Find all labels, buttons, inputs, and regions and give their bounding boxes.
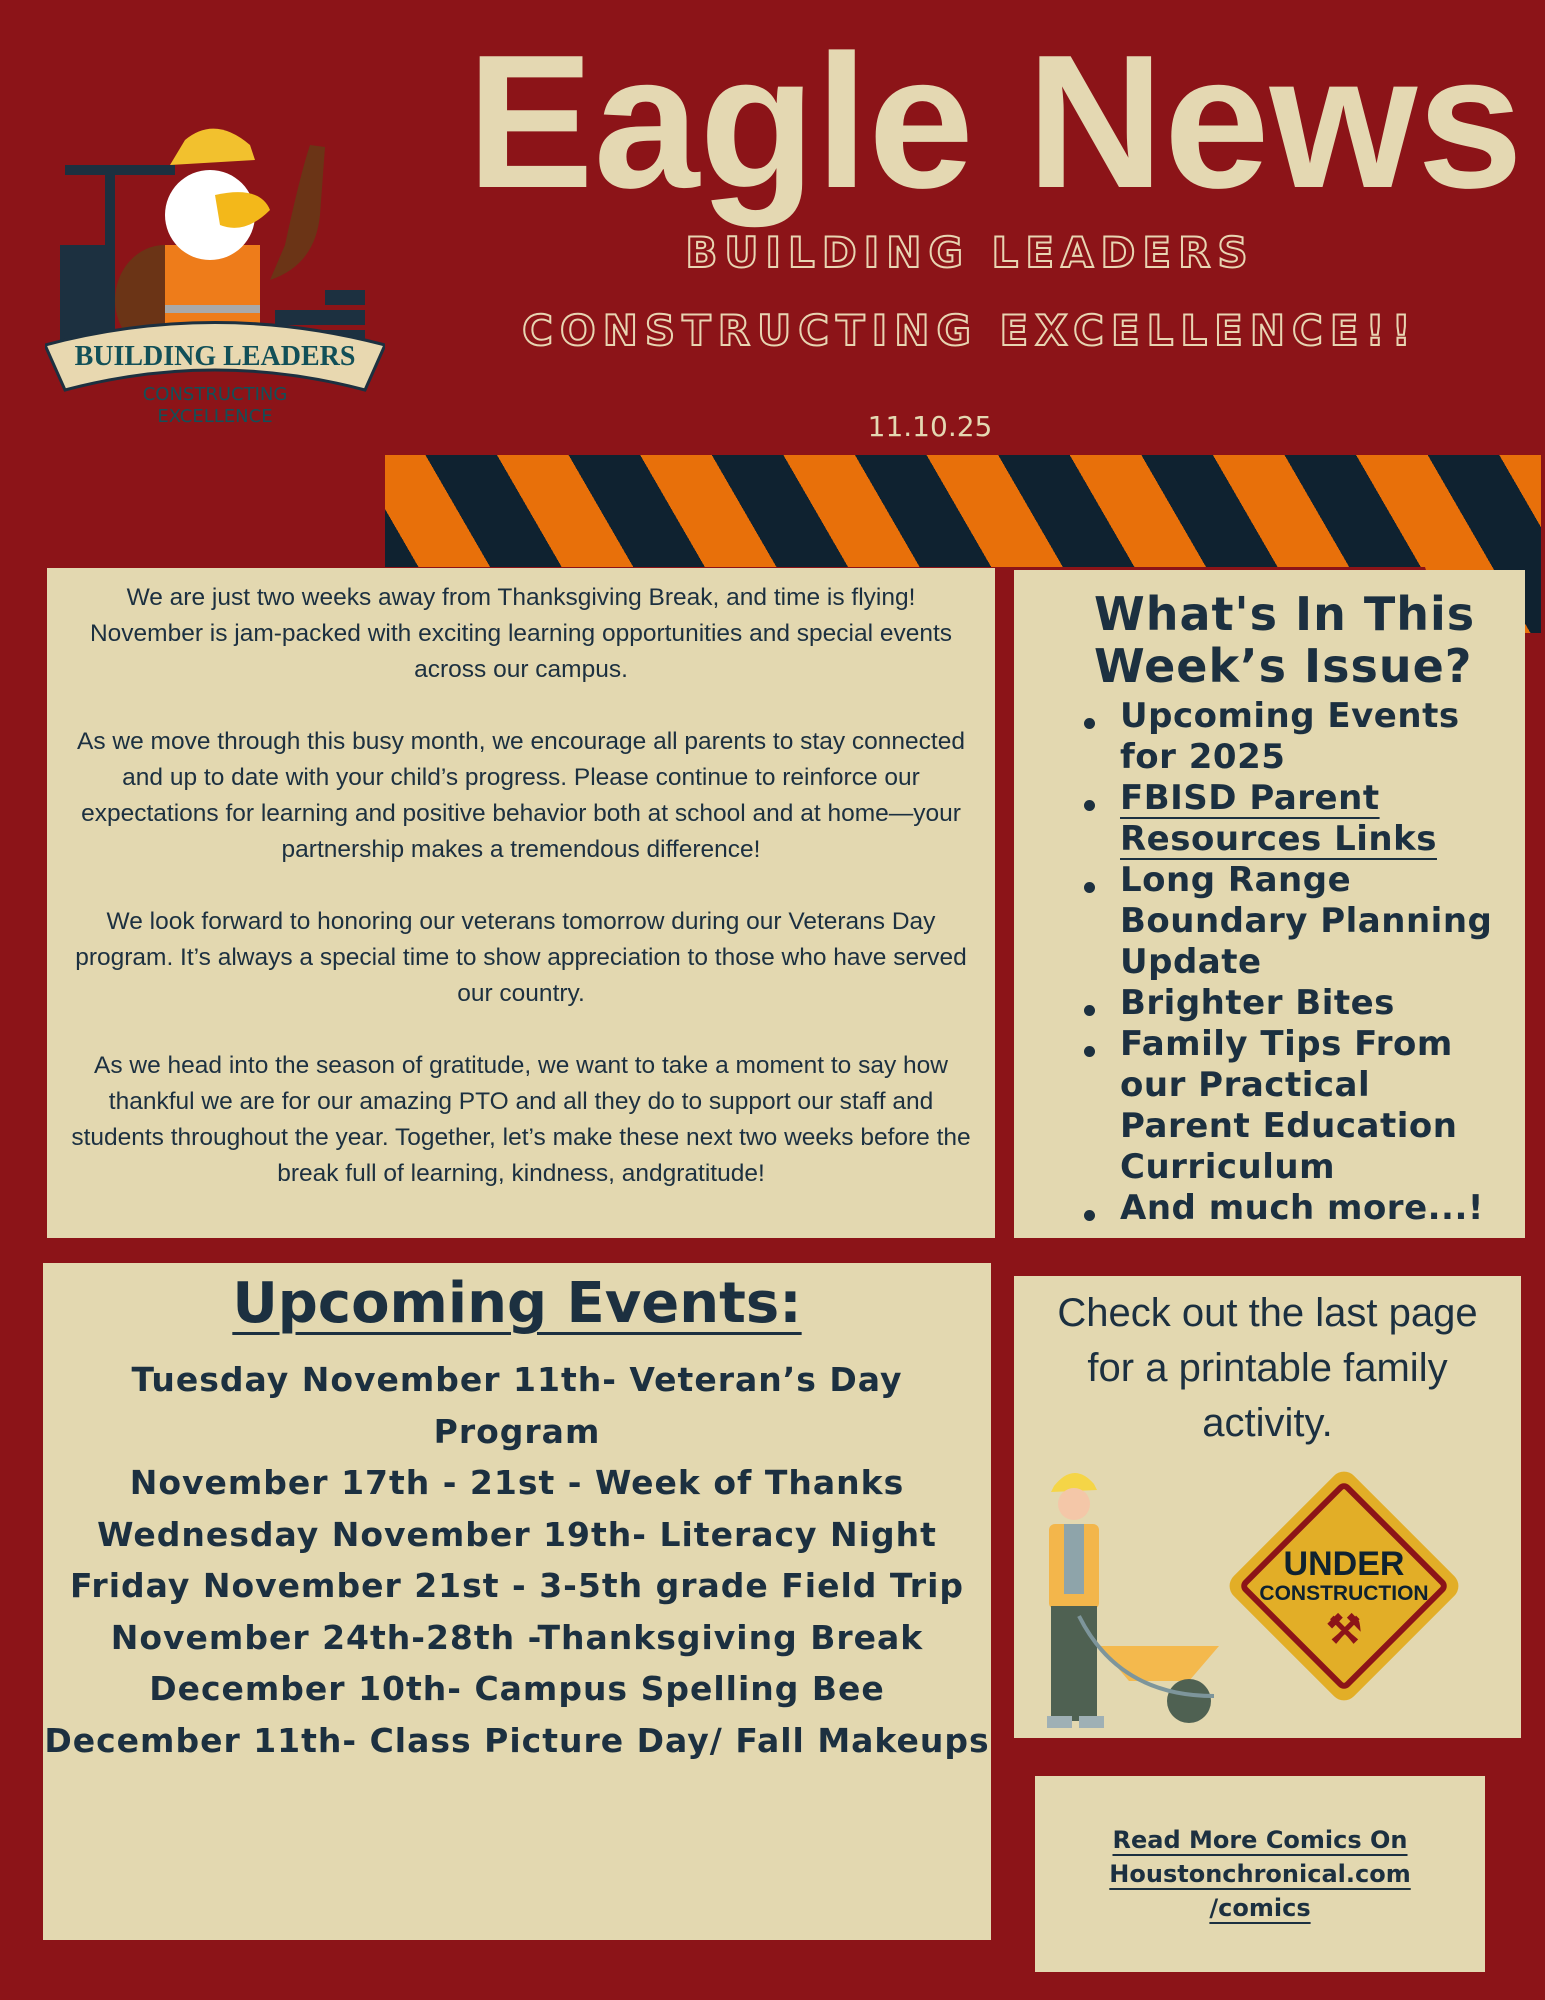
event-item: November 17th - 21st - Week of Thanks xyxy=(129,1463,905,1502)
comics-link-line-1[interactable]: Read More Comics On xyxy=(1112,1826,1408,1854)
logo-banner-text: BUILDING LEADERS xyxy=(74,341,356,372)
issue-contents-panel xyxy=(1014,570,1525,1238)
intro-paragraph: As we move through this busy month, we encourage all parents to stay connected and up to date with your child’s progress. Please continue to reinforce our expectations for learning and positive behavior both at school and at home—your partnership makes a tremendous difference! xyxy=(77,728,965,863)
logo-tagline-2: EXCELLENCE xyxy=(157,406,273,427)
list-item-label: Brighter Bites xyxy=(1120,983,1395,1023)
list-item xyxy=(1120,860,1505,983)
event-item: November 24th-28th -Thanksgiving Break xyxy=(110,1617,924,1657)
newsletter-title: Eagle News xyxy=(466,16,1524,228)
issue-list xyxy=(1044,696,1505,1229)
list-item xyxy=(1120,1024,1505,1188)
comics-link-line-2[interactable]: Houstonchronical.com xyxy=(1109,1860,1411,1888)
sign-text-under: UNDER xyxy=(1283,1545,1405,1583)
list-item-link[interactable]: FBISD Parent Resources Links xyxy=(1120,778,1437,859)
construction-worker-icon xyxy=(1029,1466,1229,1736)
school-logo xyxy=(45,115,385,435)
upcoming-events-panel xyxy=(43,1263,991,1940)
eagle-mascot-icon xyxy=(45,115,385,435)
events-heading: Upcoming Events: xyxy=(232,1271,802,1336)
event-item: December 10th- Campus Spelling Bee xyxy=(149,1669,885,1708)
subtitle-line-1: BUILDING LEADERS xyxy=(685,228,1255,277)
intro-paragraph: We are just two weeks away from Thanksgiving Break, and time is flying! November is jam-packed with exciting learning opportunities and special events across our campus. xyxy=(89,584,953,683)
intro-paragraph: As we head into the season of gratitude, we want to take a moment to say how thankful we are for our amazing PTO and all they do to support our staff and students throughout the year. Together, let’s make these next two weeks before the break full of learning, kindness, andgratitude! xyxy=(71,1052,971,1187)
logo-tagline-1: CONSTRUCTING xyxy=(142,384,288,405)
event-item: December 11th- Class Picture Day/ Fall Makeups xyxy=(44,1720,990,1760)
list-item xyxy=(1120,983,1505,1024)
sign-text-construction: CONSTRUCTION xyxy=(1259,1582,1429,1605)
comics-link-panel xyxy=(1035,1776,1485,1972)
issue-heading: What's In This Week’s Issue? xyxy=(1094,587,1476,693)
fbisd-parent-resources-link[interactable] xyxy=(1120,778,1505,860)
comics-link-line-3[interactable]: /comics xyxy=(1209,1894,1311,1922)
list-item xyxy=(1120,696,1505,778)
list-item-label: Family Tips From our Practical Parent Education Curriculum xyxy=(1120,1024,1458,1187)
intro-paragraph: We look forward to honoring our veterans tomorrow during our Veterans Day program. It’s always a special time to show appreciation to those who have served our country. xyxy=(75,908,967,1007)
issue-date: 11.10.25 xyxy=(867,410,993,443)
family-activity-panel xyxy=(1014,1276,1521,1738)
list-item-label: Upcoming Events for 2025 xyxy=(1120,696,1460,777)
event-item: Wednesday November 19th- Literacy Night xyxy=(97,1514,937,1554)
list-item xyxy=(1120,1188,1505,1229)
subtitle-line-2: CONSTRUCTING EXCELLENCE!! xyxy=(522,306,1418,355)
activity-text: Check out the last page for a printable family activity. xyxy=(1057,1291,1478,1445)
list-item-label: And much more...! xyxy=(1120,1188,1484,1228)
list-item-label: Long Range Boundary Planning Update xyxy=(1120,860,1493,982)
event-item: Tuesday November 11th- Veteran’s Day Program xyxy=(131,1360,903,1451)
hammer-wrench-icon: ⚒ xyxy=(1326,1608,1362,1652)
intro-letter xyxy=(47,568,995,1238)
event-item: Friday November 21st - 3-5th grade Field Trip xyxy=(69,1566,965,1605)
